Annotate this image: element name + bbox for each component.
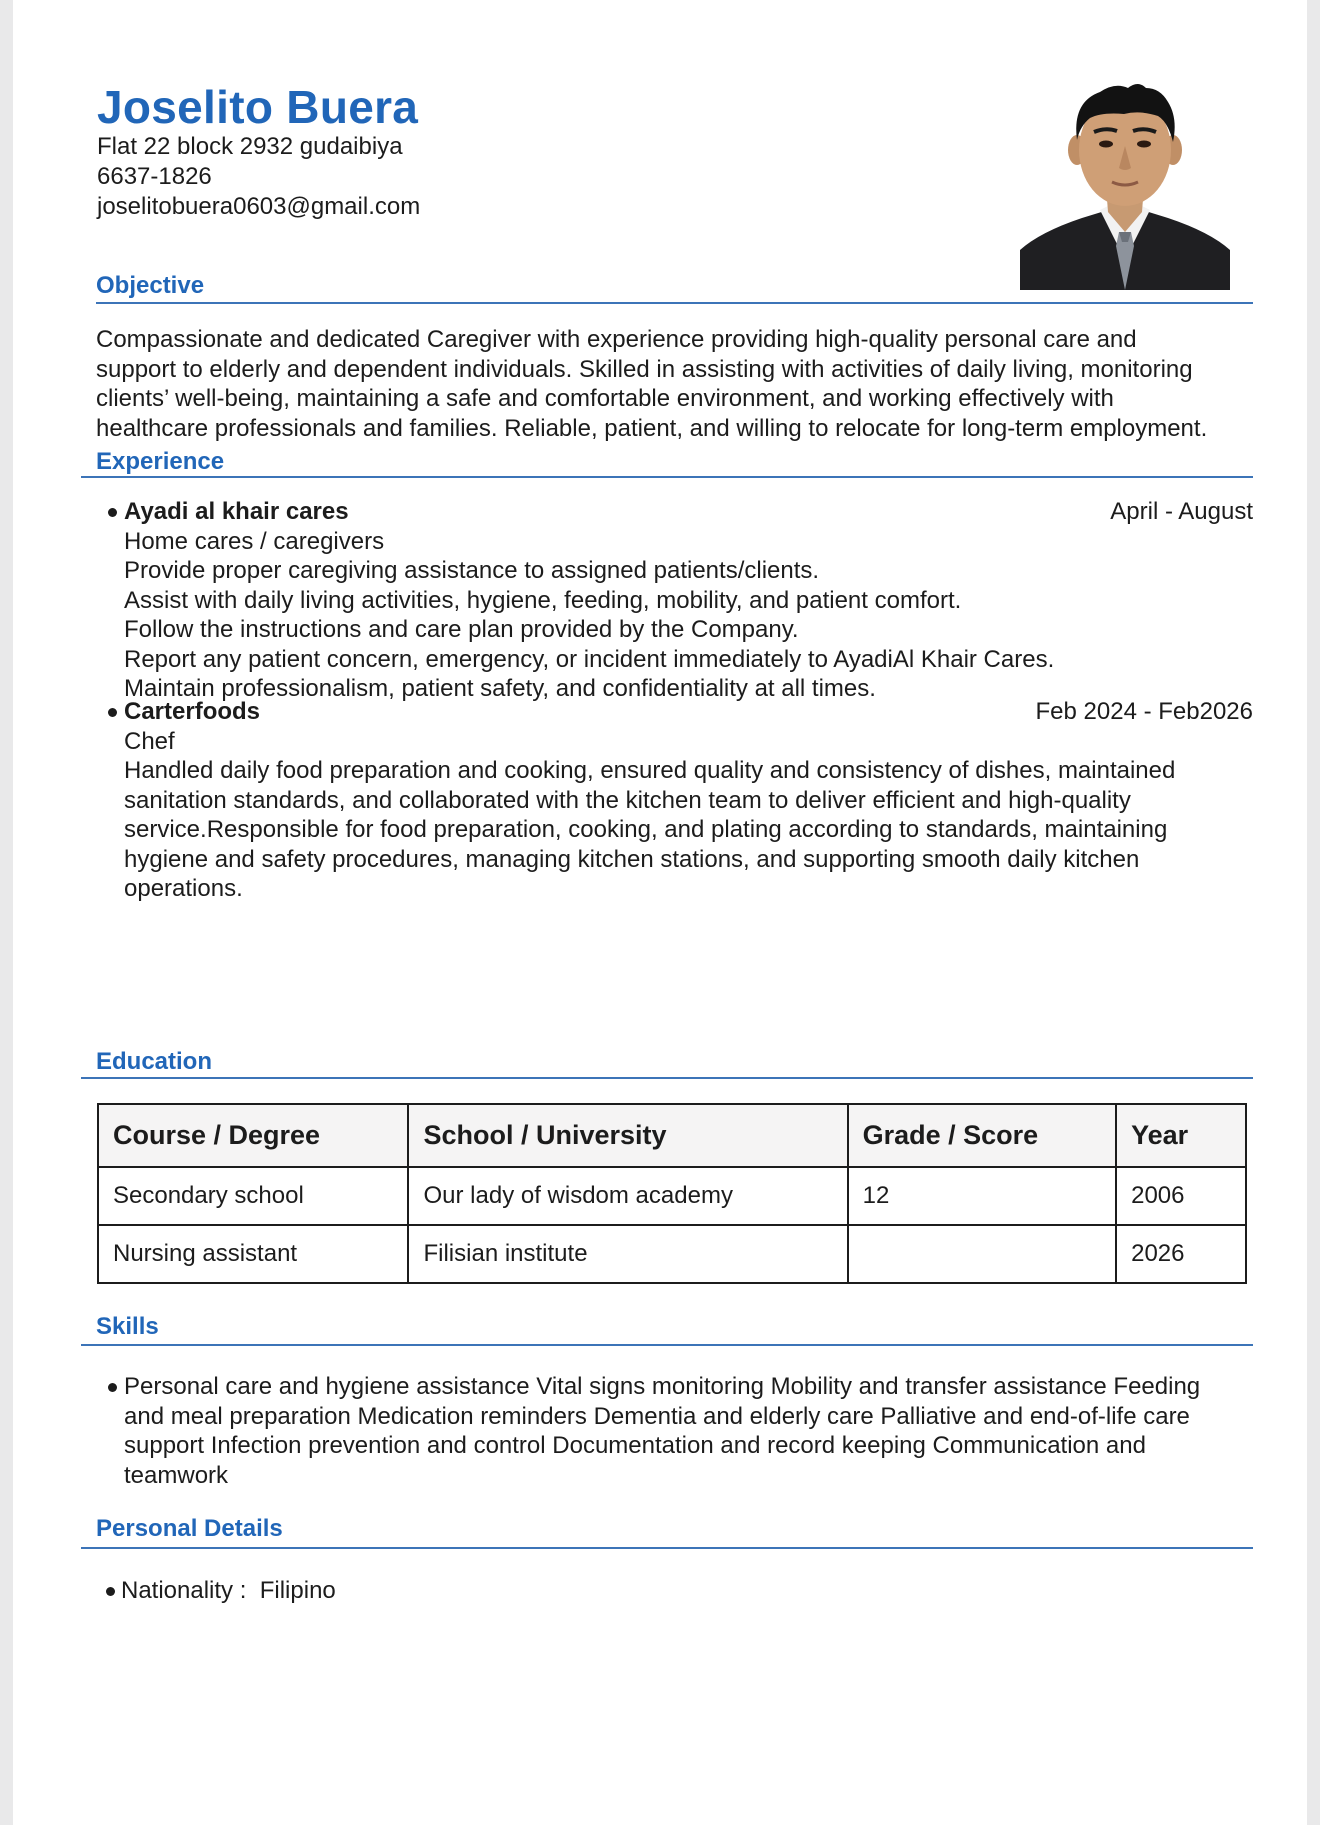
objective-line: clients’ well-being, maintaining a safe and comfortable environment, and working effectively with (96, 385, 1114, 412)
email: joselitobuera0603@gmail.com (97, 193, 421, 220)
table-cell: 2006 (1116, 1167, 1246, 1225)
table-cell (848, 1225, 1117, 1283)
phone: 6637-1826 (97, 163, 212, 190)
section-divider (96, 302, 1253, 304)
company-name: Ayadi al khair cares (124, 498, 349, 525)
profile-photo (1020, 82, 1230, 290)
experience-line: service.Responsible for food preparation, cooking, and plating according to standards, maintaining (124, 816, 1168, 843)
skills-list (96, 1372, 1256, 1490)
nationality-label: Nationality : (121, 1577, 260, 1604)
table-cell: Filisian institute (408, 1225, 847, 1283)
bullet-icon (106, 1587, 115, 1596)
section-title-objective: Objective (96, 272, 205, 299)
section-title-education: Education (96, 1048, 213, 1075)
experience-line: operations. (124, 875, 243, 902)
table-cell: 12 (848, 1167, 1117, 1225)
experience-line: Home cares / caregivers (124, 527, 385, 555)
section-divider (81, 1344, 1253, 1346)
table-row (98, 1167, 1246, 1225)
section-divider (81, 476, 1253, 478)
section-title-experience: Experience (96, 448, 225, 475)
profile-photo-illustration (1020, 82, 1230, 290)
column-header: Year (1116, 1104, 1246, 1167)
table-header-row (98, 1104, 1246, 1167)
objective-line: Compassionate and dedicated Caregiver with experience providing high-quality personal care and (96, 326, 1137, 353)
experience-header (96, 497, 1253, 527)
section-title-personal-details: Personal Details (96, 1515, 283, 1542)
nationality-value: Filipino (259, 1577, 336, 1604)
company-name: Carterfoods (124, 698, 261, 725)
resume-page (13, 0, 1307, 1825)
personal-detail-item (96, 1576, 336, 1606)
contact-block (97, 132, 420, 222)
column-header: School / University (408, 1104, 847, 1167)
bullet-icon (108, 508, 117, 517)
section-divider (81, 1077, 1253, 1079)
column-header: Grade / Score (848, 1104, 1117, 1167)
experience-line: Report any patient concern, emergency, or incident immediately to AyadiAl Khair Cares. (124, 645, 1055, 673)
skills-text (96, 1372, 1256, 1490)
experience-line: Follow the instructions and care plan provided by the Company. (124, 616, 799, 643)
objective-line: support to elderly and dependent individuals. Skilled in assisting with activities of daily living, monitoring (96, 355, 1193, 383)
experience-line: Provide proper caregiving assistance to assigned patients/clients. (124, 557, 820, 584)
section-title-skills: Skills (96, 1313, 159, 1340)
table-cell: Nursing assistant (98, 1225, 408, 1283)
table-cell: 2026 (1116, 1225, 1246, 1283)
candidate-name: Joselito Buera (97, 81, 419, 133)
table-cell: Secondary school (98, 1167, 408, 1225)
table-row (98, 1225, 1246, 1283)
experience-item (96, 697, 1253, 904)
experience-line: sanitation standards, and collaborated with the kitchen team to deliver efficient and high-quality (124, 786, 1131, 814)
skills-line: support Infection prevention and control Documentation and record keeping Communication and (124, 1432, 1146, 1459)
experience-item (96, 497, 1253, 704)
skills-line: and meal preparation Medication reminders Dementia and elderly care Palliative and end-of-life care (124, 1402, 1190, 1430)
job-dates: April - August (1110, 498, 1253, 525)
experience-line: Maintain professionalism, patient safety, and confidentiality at all times. (124, 675, 876, 702)
column-header: Course / Degree (98, 1104, 408, 1167)
experience-line: hygiene and safety procedures, managing kitchen stations, and supporting smooth daily kitchen (124, 845, 1140, 873)
address: Flat 22 block 2932 gudaibiya (97, 133, 403, 160)
skills-line: Personal care and hygiene assistance Vital signs monitoring Mobility and transfer assistance Feeding (124, 1373, 1201, 1400)
experience-description (96, 727, 1253, 904)
experience-header (96, 697, 1253, 727)
table-cell: Our lady of wisdom academy (408, 1167, 847, 1225)
objective-text (96, 325, 1256, 443)
bullet-icon (108, 1383, 117, 1392)
experience-line: Assist with daily living activities, hygiene, feeding, mobility, and patient comfort. (124, 586, 962, 614)
experience-line: Chef (124, 727, 175, 755)
experience-line: Handled daily food preparation and cooking, ensured quality and consistency of dishes, maintained (124, 757, 1176, 784)
bullet-icon (108, 708, 117, 717)
education-table (97, 1103, 1247, 1284)
experience-description (96, 527, 1253, 704)
section-divider (81, 1547, 1253, 1549)
skills-line: teamwork (124, 1461, 229, 1489)
objective-line: healthcare professionals and families. Reliable, patient, and willing to relocate for long-term employment. (96, 414, 1208, 442)
job-dates: Feb 2024 - Feb2026 (1035, 698, 1253, 725)
